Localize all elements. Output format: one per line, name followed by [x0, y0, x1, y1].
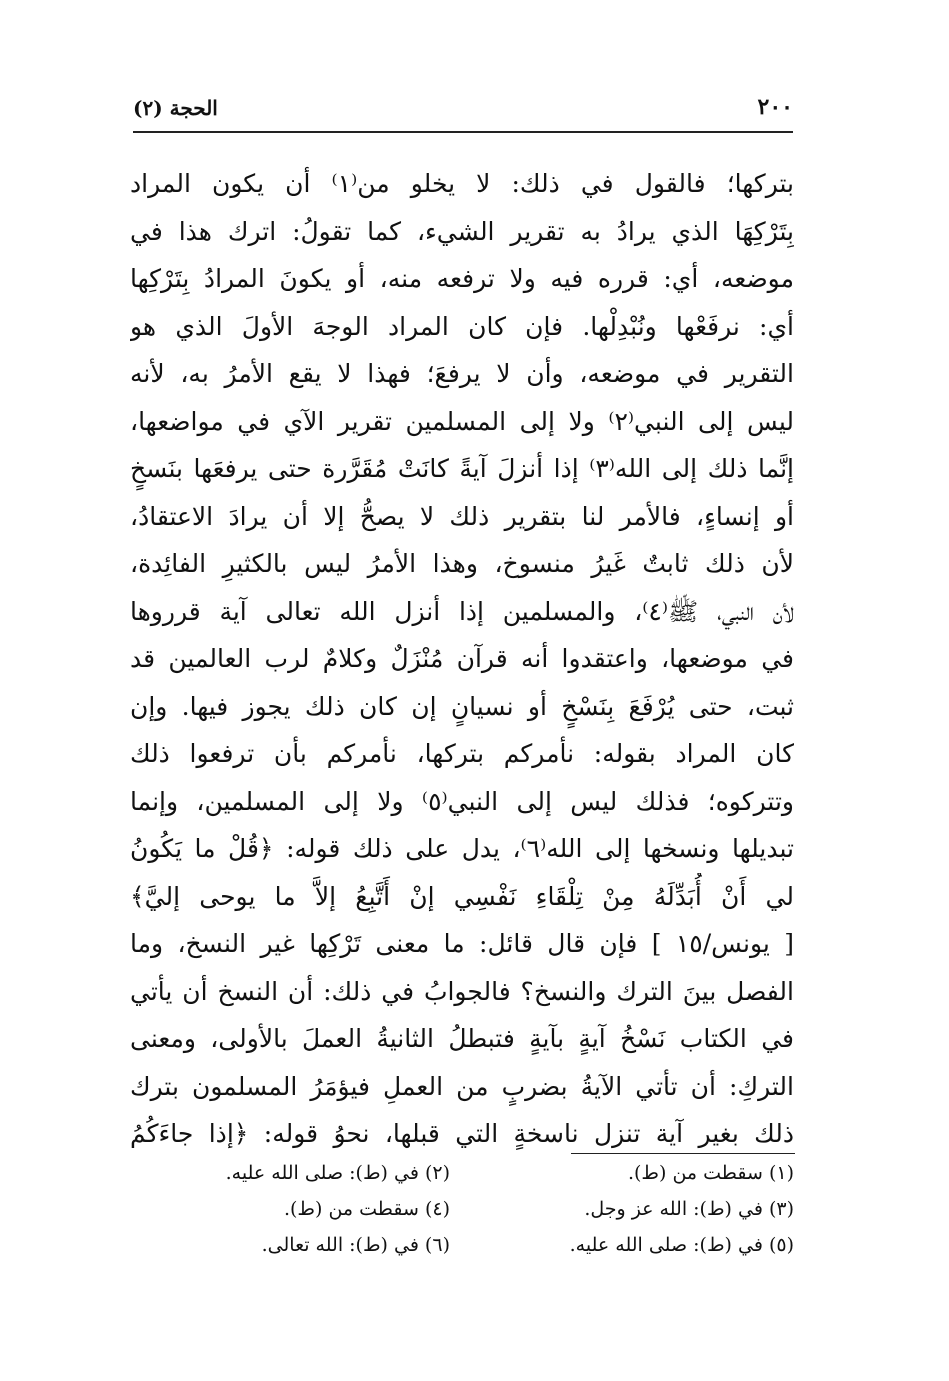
text-line: كان المراد بقوله: نأمركم بتركها، نأمركم بأن ترفعوا ذلك	[130, 739, 794, 768]
text-line: وتتركوه؛ فذلك ليس إلى النبي⁽٥⁾ ولا إلى المسلمين، وإنما	[130, 786, 794, 816]
page-number: ٢٠٠	[757, 94, 793, 120]
text-line: أو إنساءٍ، فالأمر لنا بتقرير ذلك لا يصحُّ إلا أن يرادَ الاعتقادُ،	[130, 501, 794, 531]
text-line: تبديلها ونسخها إلى الله⁽٦⁾، يدل على ذلك قوله: ﴿قُلْ ما يَكُونُ	[130, 834, 794, 863]
footnote: (٤) سقطت من (ط).	[283, 1198, 450, 1220]
text-line: في موضعها، واعتقدوا أنه قرآن مُنْزَلٌ وكلامٌ لرب العالمين قد	[130, 644, 794, 673]
text-line: [ يونس/١٥ ] فإن قال قائل: ما معنى تَرْكِها غير النسخ، وما	[130, 929, 794, 958]
text-line: في الكتاب نَسْخُ آيةٍ بآيةٍ فتبطلُ الثانيةُ العملَ بالأولى، ومعنى	[130, 1024, 794, 1053]
footnote: (٢) في (ط): صلى الله عليه.	[225, 1162, 450, 1184]
text-line: بتركها؛ فالقول في ذلك: لا يخلو من⁽١⁾ أن يكون المراد	[130, 169, 794, 198]
footnote-rule	[571, 1153, 795, 1154]
footnote: (١) سقطت من (ط).	[627, 1162, 794, 1184]
text-line: إنَّما ذلك إلى الله⁽٣⁾ إذا أنزلَ آيةً كانَتْ مُقَرَّرة حتى يرفعَها بنَسخٍ	[130, 454, 794, 483]
text-line: ذلك بغير آية تنزل ناسخةٍ التي قبلها، نحوُ قوله: ﴿إذا جاءَكُمُ	[130, 1119, 794, 1148]
text-line: ثبت، حتى يُرْفَعَ بِنَسْخٍ أو نسيانٍ إن كان ذلك يجوز فيها. وإن	[130, 691, 794, 721]
text-line: أي: نرفَعْها ونُبْدِلْها. فإن كان المراد الوجهَ الأولَ الذي هو	[130, 311, 794, 341]
text-line: لأن النبي، ﷺ⁽٤⁾، والمسلمين إذا أنزل الله تعالى آية قرروها	[130, 596, 794, 626]
text-line: بِتَرْكِهَا الذي يرادُ به تقرير الشيء، كما تقولُ: اترك هذا في	[130, 216, 794, 246]
text-line: لي أَنْ أُبَدِّلَهُ مِنْ تِلْقَاءِ نَفْسِي إنْ أَتَّبِعُ إلاَّ ما يوحى إليَّ﴾	[130, 881, 794, 911]
text-line: ليس إلى النبي⁽٢⁾ ولا إلى المسلمين تقرير الآي في مواضعها،	[130, 406, 794, 436]
footnote: (٥) في (ط): صلى الله عليه.	[569, 1234, 794, 1256]
running-title: الحجة (٢)	[133, 96, 218, 120]
text-line: التقرير في موضعه، وأن لا يرفعَ؛ فهذا لا يقع الأمرُ به، لأنه	[130, 359, 794, 388]
text-line: الفصل بينَ الترك والنسخ؟ فالجوابُ في ذلك: أن النسخ أن يأتي	[130, 976, 794, 1006]
footnote: (٦) في (ط): الله تعالى.	[261, 1234, 450, 1256]
footnote: (٣) في (ط): الله عز وجل.	[584, 1198, 794, 1220]
text-line: موضعه، أي: قرره فيه ولا ترفعه منه، أو يكونَ المرادُ بِتَرْكِها	[130, 264, 794, 293]
page-header	[133, 94, 793, 128]
text-line: التركِ: أن تأتي الآيةُ بضربٍ من العملِ فيؤمَرُ المسلمون بترك	[130, 1071, 794, 1101]
text-line: لأن ذلك ثابتٌ غَيرُ منسوخ، وهذا الأمرُ ليس بالكثيرِ الفائِدة،	[130, 549, 794, 578]
header-rule	[133, 131, 793, 133]
main-text	[130, 160, 794, 1158]
footnotes	[130, 1155, 794, 1263]
